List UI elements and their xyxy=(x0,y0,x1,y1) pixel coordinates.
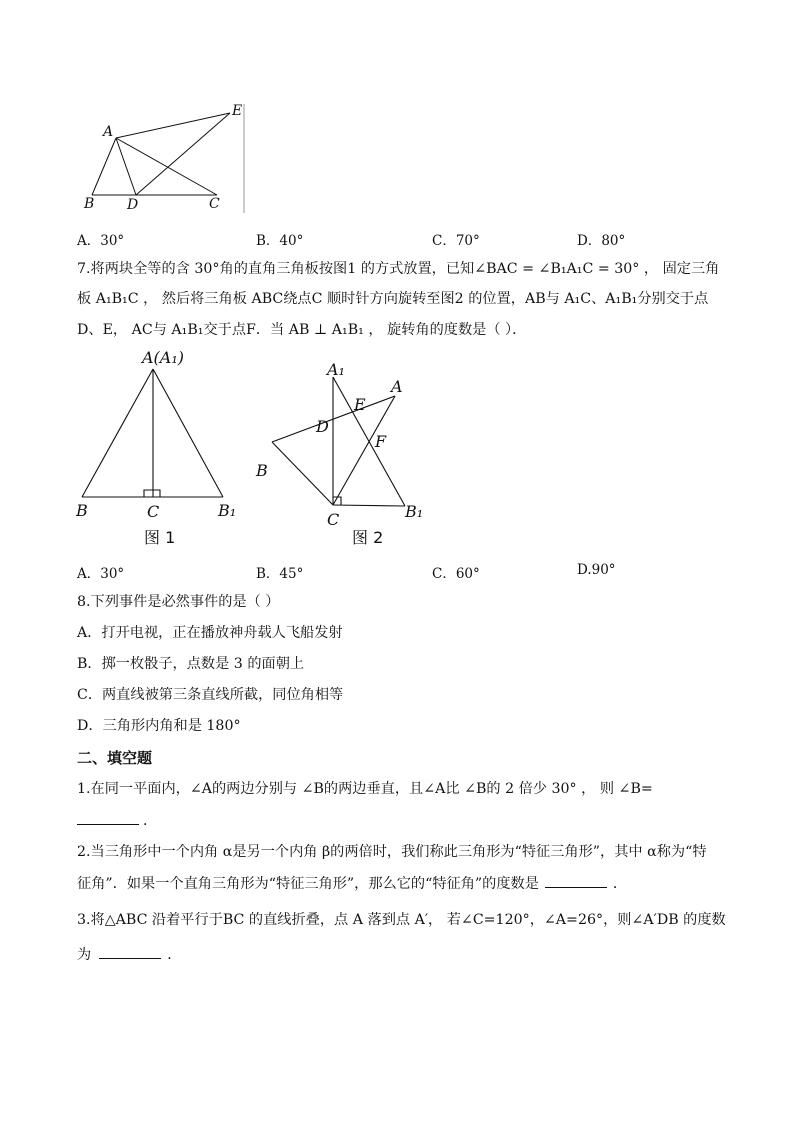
fill2-line2: 征角”．如果一个直角三角形为“特征三角形”，那么它的“特征角”的度数是 xyxy=(77,876,539,892)
label-c: C xyxy=(209,196,220,212)
fig2-label-a: A xyxy=(391,377,403,396)
fig1-side-right xyxy=(153,369,223,497)
label-e: E xyxy=(232,103,243,119)
fig1-label-b: B xyxy=(76,501,88,520)
fig2-label-e: E xyxy=(354,395,366,414)
fill3-tail: ． xyxy=(167,947,182,963)
fill2-line1: 2.当三角形中一个内角 α是另一个内角 β的两倍时，我们称此三角形为“特征三角形”，其中 α称为“特 xyxy=(77,844,707,860)
figure-2 xyxy=(250,355,440,550)
q7-option-b: B．45° xyxy=(256,566,304,582)
q6-option-c: C．70° xyxy=(432,233,480,249)
label-a: A xyxy=(103,124,114,140)
segment-ae xyxy=(116,113,230,138)
segment-ac xyxy=(116,138,217,195)
q7-stem-line1: 7.将两块全等的含 30°角的直角三角板按图1 的方式放置，已知∠BAC = ∠B₁A₁C = 30° ， 固定三角 xyxy=(77,261,720,277)
fig1-label-c: C xyxy=(147,502,160,521)
q8-stem: 8.下列事件是必然事件的是（ ） xyxy=(77,594,280,610)
figure-1 xyxy=(70,345,250,550)
fill3-answer-blank[interactable] xyxy=(99,944,161,959)
q6-option-a: A．30° xyxy=(77,233,125,249)
fig2-b-c xyxy=(272,442,333,505)
q8-option-b: B．掷一枚骰子，点数是 3 的面朝上 xyxy=(77,656,305,672)
q6-option-b: B．40° xyxy=(256,233,304,249)
fig1-caption: 图 1 xyxy=(144,528,176,547)
label-d: D xyxy=(127,197,139,213)
fill1-answer-blank[interactable] xyxy=(77,810,139,825)
q7-option-c: C．60° xyxy=(432,566,480,582)
segment-de xyxy=(136,113,230,195)
q8-option-c: C．两直线被第三条直线所截，同位角相等 xyxy=(77,687,344,703)
fig2-label-f: F xyxy=(375,432,387,451)
fig2-caption: 图 2 xyxy=(352,528,384,547)
fig2-label-a1: A₁ xyxy=(327,360,345,379)
fill2-tail: ． xyxy=(612,876,628,892)
fill3-line1: 3.将△ABC 沿着平行于BC 的直线折叠，点 A 落到点 A′， 若∠C=120°，∠A=26°，则∠A′DB 的度数 xyxy=(77,912,726,928)
segment-ab xyxy=(92,138,116,195)
fig2-label-b: B xyxy=(256,461,268,480)
fig2-label-b1: B₁ xyxy=(405,502,424,521)
fill1-answer-line xyxy=(77,810,157,831)
figure-q6 xyxy=(70,98,260,216)
segment-ad xyxy=(116,138,136,195)
fig1-label-top: A(A₁) xyxy=(142,348,185,367)
q6-option-d: D．80° xyxy=(577,233,626,249)
fig2-label-d: D xyxy=(316,417,329,436)
fill3-line2-wrap xyxy=(77,944,181,965)
fig1-label-b1: B₁ xyxy=(218,501,237,520)
q7-stem-line3: D、E， AC与 A₁B₁交于点F．当 AB ⊥ A₁B₁ ， 旋转角的度数是（ ）． xyxy=(77,322,527,338)
q7-stem-line2: 板 A₁B₁C ， 然后将三角板 ABC绕点C 顺时针方向旋转至图2 的位置，AB与 A₁C、A₁B₁分别交于点 xyxy=(77,291,709,307)
q8-option-a: A．打开电视，正在播放神舟载人飞船发射 xyxy=(77,625,343,641)
q8-option-d: D．三角形内角和是 180° xyxy=(77,718,241,734)
fig2-label-c: C xyxy=(327,510,340,529)
fig1-side-left xyxy=(82,369,153,497)
section-title: 二、填空题 xyxy=(77,749,153,767)
fill1-line1: 1.在同一平面内，∠A的两边分别与 ∠B的两边垂直，且∠A比 ∠B的 2 倍少 30° ， 则 ∠B= xyxy=(77,781,653,797)
q7-option-d: D.90° xyxy=(577,562,616,578)
label-b: B xyxy=(84,196,95,212)
fig1-right-angle-mark xyxy=(144,490,160,497)
fill1-tail: ． xyxy=(143,813,158,829)
fill2-line2-wrap xyxy=(77,873,627,894)
fill2-answer-blank[interactable] xyxy=(545,873,607,888)
fill3-line2: 为 xyxy=(77,947,92,963)
fig2-c-b1 xyxy=(333,505,405,506)
q7-option-a: A．30° xyxy=(77,566,125,582)
